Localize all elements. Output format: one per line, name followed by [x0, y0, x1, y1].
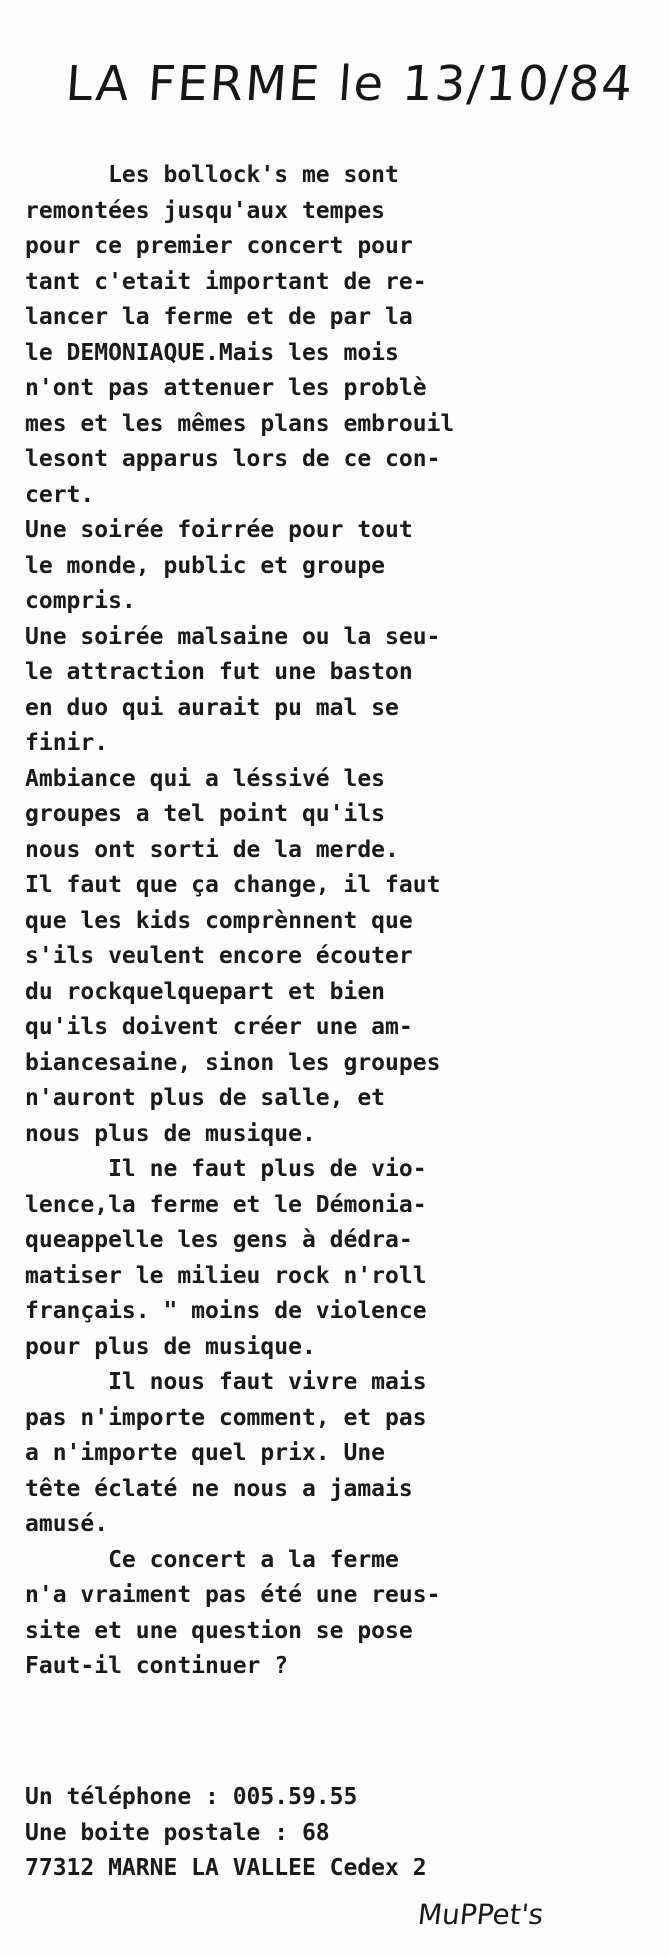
contact-phone: Un téléphone : 005.59.55 — [25, 1784, 358, 1810]
article-line: Il faut que ça change, il faut — [25, 872, 441, 898]
contact-address: 77312 MARNE LA VALLEE Cedex 2 — [25, 1855, 427, 1881]
article-line: Il nous faut vivre mais — [25, 1369, 427, 1395]
article-line: que les kids comprènnent que — [25, 907, 413, 934]
article-line: site et une question se pose — [25, 1617, 413, 1644]
article-line: tête éclaté ne nous a jamais — [25, 1475, 413, 1502]
article-line: matiser le milieu rock n'roll — [25, 1262, 427, 1289]
article-line: lancer la ferme et de par la — [25, 304, 413, 330]
article-line: le DEMONIAQUE.Mais les mois — [25, 339, 399, 366]
contact-po-box: Une boite postale : 68 — [25, 1819, 330, 1846]
article-line: Faut-il continuer ? — [25, 1653, 289, 1679]
contact-block — [25, 1780, 655, 1887]
article-line: Une soirée malsaine ou la seu- — [25, 623, 441, 650]
article-line: Une soirée foirrée pour tout — [25, 517, 413, 543]
article-line: le attraction fut une baston — [25, 659, 413, 685]
article-line: en duo qui aurait pu mal se — [25, 694, 399, 721]
article-line: groupes a tel point qu'ils — [25, 801, 386, 827]
article-line: mes et les mêmes plans embrouil — [25, 410, 455, 437]
article-line: lence,la ferme et le Démonia- — [25, 1191, 427, 1218]
article-body — [25, 158, 655, 1685]
article-line: pour plus de musique. — [25, 1333, 316, 1360]
article-line: amusé. — [25, 1511, 109, 1537]
article-line: Les bollock's me sont — [25, 162, 399, 188]
article-line: s'ils veulent encore écouter — [25, 943, 413, 969]
article-line: remontées jusqu'aux tempes — [25, 197, 386, 224]
article-line: cert. — [25, 481, 95, 508]
article-line: nous plus de musique. — [25, 1120, 316, 1147]
article-line: queappelle les gens à dédra- — [25, 1227, 413, 1253]
article-line: n'a vraiment pas été une reus- — [25, 1582, 441, 1608]
article-line: compris. — [25, 588, 136, 614]
article-line: biancesaine, sinon les groupes — [25, 1049, 441, 1076]
article-line: Ambiance qui a léssivé les — [25, 765, 386, 792]
article-line: Ce concert a la ferme — [25, 1546, 399, 1573]
article-line: qu'ils doivent créer une am- — [25, 1014, 413, 1040]
article-line: du rockquelquepart et bien — [25, 978, 386, 1005]
article-line: pour ce premier concert pour — [25, 233, 413, 259]
article-line: tant c'etait important de re- — [25, 268, 427, 295]
handwritten-signature: MuPPet's — [416, 1898, 545, 1931]
article-line: le monde, public et groupe — [25, 552, 386, 579]
article-line: n'auront plus de salle, et — [25, 1085, 386, 1111]
article-line: n'ont pas attenuer les problè — [25, 375, 427, 401]
article-line: nous ont sorti de la merde. — [25, 836, 399, 863]
article-line: a n'importe quel prix. Une — [25, 1440, 386, 1466]
article-line: finir. — [25, 730, 109, 756]
article-line: français. " moins de violence — [25, 1298, 427, 1324]
article-line: pas n'importe comment, et pas — [25, 1404, 427, 1431]
article-line: lesont apparus lors de ce con- — [25, 446, 441, 472]
article-line: Il ne faut plus de vio- — [25, 1156, 427, 1182]
page-title: LA FERME le 13/10/84 — [64, 56, 636, 112]
